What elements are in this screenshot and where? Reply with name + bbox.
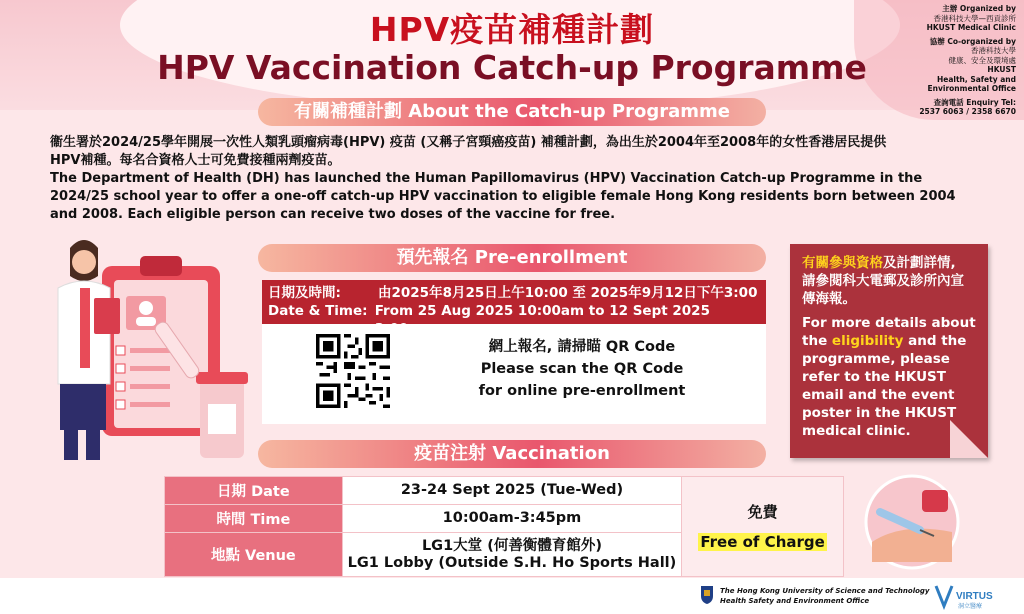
enrollment-period [262, 280, 766, 324]
coorganizer-zh-2: 健康、安全及環境處 [948, 55, 1016, 65]
qr-instructions [412, 336, 752, 402]
virtus-logo [934, 582, 1014, 610]
note-zh-2: 請參閱科大電郵及診所內宣 [802, 273, 964, 289]
eligibility-highlight-en: eligibility [831, 333, 904, 349]
hkust-crest-icon [700, 585, 714, 605]
venue-label: 地點 Venue [165, 533, 343, 577]
organizer-name-en: HKUST Medical Clinic [926, 23, 1016, 32]
organizer-info [886, 4, 1016, 117]
preenrollment-heading: 預先報名 Pre-enrollment [258, 244, 766, 272]
page-title-en: HPV Vaccination Catch-up Programme [157, 48, 867, 87]
note-en-2a: the [802, 333, 832, 349]
programme-description [50, 134, 990, 224]
date-label: 日期 Date [165, 477, 343, 505]
note-en-7: medical clinic. [802, 423, 911, 439]
coorganizer-en-3: Environmental Office [927, 84, 1016, 93]
qr-code[interactable] [316, 334, 390, 408]
note-en-4: refer to the HKUST [802, 369, 946, 385]
date-time-value-en: From 25 Aug 2025 10:00am to 12 Sept 2025 [374, 303, 710, 319]
virtus-logo-text: VIRTUS [956, 591, 993, 602]
qr-text-en-1: Please scan the QR Code [480, 361, 684, 377]
note-en-1: For more details about [802, 315, 976, 331]
qr-text-zh: 網上報名, 請掃瞄 QR Code [488, 339, 676, 355]
free-en: Free of Charge [700, 532, 825, 551]
venue-zh: LG1大堂 (何善衡體育館外) [421, 537, 602, 554]
vaccination-details-table [164, 476, 844, 577]
description-en-line-3: and 2008. Each eligible person can receive two doses of the vaccine for free. [50, 207, 616, 222]
free-zh: 免費 [747, 502, 778, 521]
coorganizer-en-1: HKUST [987, 65, 1016, 74]
doctor-clipboard-illustration [40, 228, 250, 468]
time-label: 時間 Time [165, 505, 343, 533]
description-en-line-2: 2024/25 school year to offer a one-off catch-up HPV vaccination to eligible female Hong Kong residents born between 2004 [50, 189, 956, 204]
coorganizer-zh-1: 香港科技大學 [971, 46, 1016, 55]
about-heading: 有關補種計劃 About the Catch-up Programme [258, 98, 766, 126]
description-zh-line-2: HPV補種。每名合資格人士可免費接種兩劑疫苗。 [50, 153, 341, 168]
vaccine-injection-illustration [862, 472, 962, 572]
note-en-6: poster in the HKUST [802, 405, 957, 421]
coorganizer-en-2: Health, Safety and [936, 74, 1016, 84]
virtus-logo-zh: 洞立醫療 [958, 603, 983, 610]
note-zh-3: 傳海報。 [802, 291, 856, 307]
page-curl-decoration [950, 420, 988, 458]
organizer-name-zh: 香港科技大學—西貢診所 [933, 13, 1016, 23]
footer-org-line-1: The Hong Kong University of Science and Technology [720, 587, 930, 595]
enquiry-tel: 2537 6063 / 2358 6670 [919, 107, 1016, 116]
note-en-2b: and the [903, 333, 967, 349]
footer-organization [720, 586, 950, 606]
enquiry-label: 查詢電話 Enquiry Tel: [933, 97, 1016, 107]
organized-label: 主辦 Organized by [942, 4, 1016, 13]
qr-text-en-2: for online pre-enrollment [478, 383, 686, 399]
venue-value [342, 533, 681, 577]
page-title-zh: HPV疫苗補種計劃 [369, 10, 655, 49]
note-zh-1: 及計劃詳情, [883, 255, 956, 271]
free-badge [682, 477, 844, 577]
vaccination-heading: 疫苗注射 Vaccination [258, 440, 766, 468]
qr-section [262, 324, 766, 424]
description-en-line-1: The Department of Health (DH) has launched the Human Papillomavirus (HPV) Vaccination Catch-up Programme in the [50, 171, 923, 186]
date-value: 23-24 Sept 2025 (Tue-Wed) [342, 477, 681, 505]
description-zh-line-1: 衞生署於2024/25學年開展一次性人類乳頭瘤病毒(HPV) 疫苗 (又稱子宮頸癌疫苗) 補種計劃，為出生於2004年至2008年的女性香港居民提供 [50, 135, 887, 150]
coorganized-label: 協辦 Co-organized by [929, 36, 1016, 46]
venue-en: LG1 Lobby (Outside S.H. Ho Sports Hall) [347, 554, 677, 571]
date-time-label-en: Date & Time: [268, 303, 368, 319]
time-value: 10:00am-3:45pm [342, 505, 681, 533]
table-row-date [165, 477, 844, 505]
date-time-value-zh: 由2025年8月25日上午10:00 至 2025年9月12日下午3:00 [378, 285, 758, 301]
eligibility-highlight-zh: 有關參與資格 [802, 255, 883, 271]
note-en-5: email and the event [802, 387, 955, 403]
note-en-3: programme, please [802, 351, 950, 367]
footer-org-line-2: Health Safety and Environment Office [720, 597, 870, 605]
date-time-label-zh: 日期及時間: [268, 285, 341, 301]
